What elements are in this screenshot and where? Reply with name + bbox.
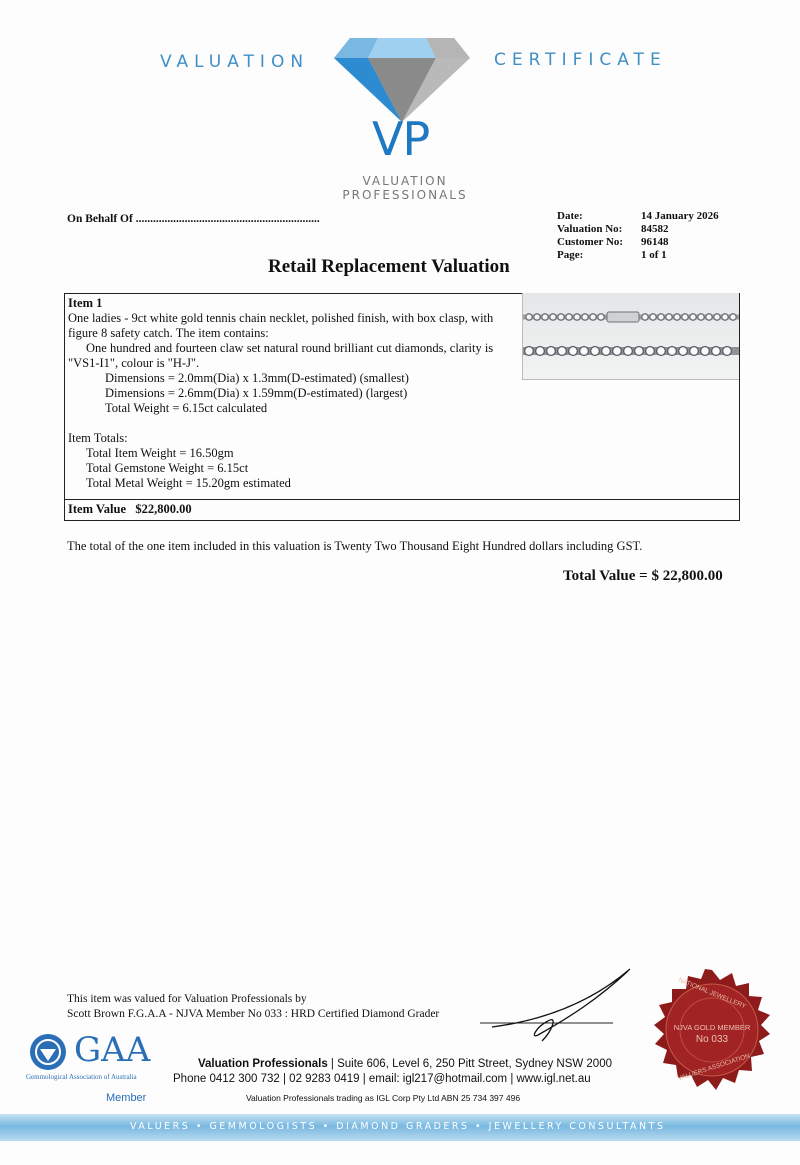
item-line-1: One ladies - 9ct white gold tennis chain necklet, polished finish, with box clasp, with <box>68 311 494 325</box>
seal-bottom-text: VALUERS ASSOCIATION <box>677 1052 751 1083</box>
summary-text: The total of the one item included in this valuation is Twenty Two Thousand Eight Hundred dollars including GST. <box>67 539 643 553</box>
item-value-amount: $22,800.00 <box>135 502 192 516</box>
tennis-chain-icon <box>523 293 739 379</box>
header-right-word: CERTIFICATE <box>494 50 667 70</box>
valuer-statement <box>67 992 439 1022</box>
seal-mid-2: No 033 <box>695 1034 729 1045</box>
njva-seal <box>650 968 774 1092</box>
item-description <box>68 296 528 416</box>
logo-sub-line2: PROFESSIONALS <box>342 188 468 202</box>
meta-label-customer-no: Customer No: <box>557 236 624 248</box>
item-totals <box>68 431 291 491</box>
contact-address <box>198 1058 612 1070</box>
item-value-label: Item Value <box>68 502 126 516</box>
contact-company: Valuation Professionals <box>198 1058 328 1070</box>
meta-labels <box>557 210 623 262</box>
gaa-subtitle: Gemmological Association of Australia <box>26 1073 137 1081</box>
gaa-member: Member <box>106 1092 147 1104</box>
total-metal-weight: Total Metal Weight = 15.20gm estimated <box>86 476 291 490</box>
seal-top-text: NATIONAL JEWELLERY <box>677 976 747 1011</box>
document-title: Retail Replacement Valuation <box>268 256 510 277</box>
meta-label-page: Page: <box>557 249 584 261</box>
item-line-3: One hundred and fourteen claw set natural round brilliant cut diamonds, clarity is <box>86 341 494 355</box>
gaa-letters: GAA <box>74 1030 151 1070</box>
meta-label-date: Date: <box>557 210 583 222</box>
on-behalf-of <box>67 213 320 225</box>
meta-value-valuation-no: 84582 <box>641 223 669 235</box>
signature <box>478 965 638 1045</box>
valuer-line-2: Scott Brown F.G.A.A - NJVA Member No 033 : HRD Certified Diamond Grader <box>67 1008 440 1020</box>
logo-sub-line1: VALUATION <box>362 174 448 188</box>
seal-mid-1: NJVA GOLD MEMBER <box>673 1023 751 1032</box>
meta-values <box>641 210 719 262</box>
contact-trading: Valuation Professionals trading as IGL Corp Pty Ltd ABN 25 734 397 496 <box>246 1093 521 1103</box>
item-line-4: "VS1-I1", colour is "H-J". <box>68 356 200 370</box>
footer-band-text: VALUERS • GEMMOLOGISTS • DIAMOND GRADERS • JEWELLERY CONSULTANTS <box>130 1121 666 1132</box>
total-value: Total Value = $ 22,800.00 <box>563 568 723 584</box>
necklace-photo <box>522 293 739 380</box>
item-totals-heading: Item Totals: <box>68 431 128 445</box>
valuer-line-1: This item was valued for Valuation Professionals by <box>67 993 307 1005</box>
item-value <box>68 502 192 517</box>
item-line-2: figure 8 safety catch. The item contains: <box>68 326 269 340</box>
meta-value-date: 14 January 2026 <box>641 210 719 222</box>
item-dimension-small: Dimensions = 2.0mm(Dia) x 1.3mm(D-estimated) (smallest) <box>105 371 409 385</box>
contact-phones: Phone 0412 300 732 | 02 9283 0419 | email: igl217@hotmail.com | www.igl.net.au <box>173 1073 591 1085</box>
on-behalf-dots: ................................................................ <box>135 213 320 225</box>
item-total-weight: Total Weight = 6.15ct calculated <box>105 401 268 415</box>
on-behalf-label: On Behalf Of <box>67 213 133 225</box>
item-heading: Item 1 <box>68 296 103 310</box>
total-item-weight: Total Item Weight = 16.50gm <box>86 446 234 460</box>
item-dimension-large: Dimensions = 2.6mm(Dia) x 1.59mm(D-estimated) (largest) <box>105 386 408 400</box>
total-gemstone-weight: Total Gemstone Weight = 6.15ct <box>86 461 249 475</box>
meta-value-page: 1 of 1 <box>641 249 667 261</box>
header-left-word: VALUATION <box>160 52 310 72</box>
meta-value-customer-no: 96148 <box>641 236 669 248</box>
meta-label-valuation-no: Valuation No: <box>557 223 623 235</box>
logo-letters: VP <box>372 112 430 166</box>
contact-address-text: | Suite 606, Level 6, 250 Pitt Street, Sydney NSW 2000 <box>327 1058 612 1070</box>
logo-subtitle <box>330 174 480 202</box>
gaa-emblem-icon <box>28 1032 68 1072</box>
